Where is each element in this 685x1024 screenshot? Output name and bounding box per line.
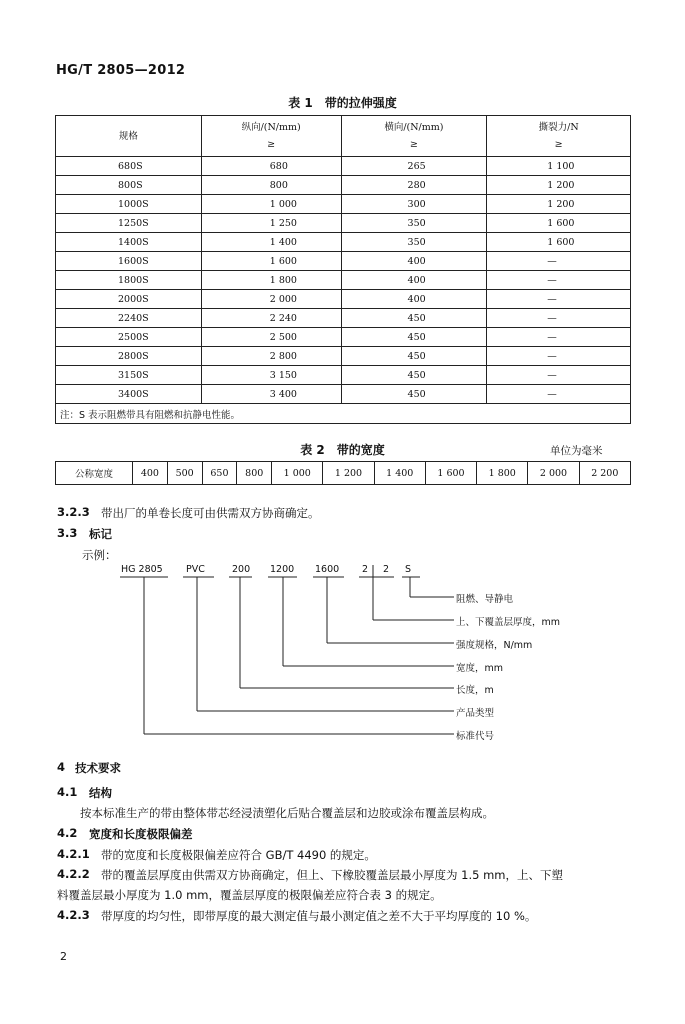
cell-spec: 1250S: [56, 214, 202, 233]
section-4-2-2-text-line1: 带的覆盖层厚度由供需双方协商确定，但上、下橡胶覆盖层最小厚度为 1.5 mm，上、下塑: [101, 868, 564, 882]
mark-part-flame: S: [405, 564, 412, 575]
cell-spec: 3150S: [56, 366, 202, 385]
width-value-cell: 1 000: [272, 462, 323, 485]
cell-longitudinal: 2 240: [201, 309, 341, 328]
cell-transverse: 350: [341, 233, 487, 252]
cell-tear: —: [487, 366, 631, 385]
cell-transverse: 265: [341, 157, 487, 176]
width-value-cell: 400: [133, 462, 168, 485]
mark-label-length: 长度，m: [456, 685, 494, 696]
section-3-3-number: 3.3: [57, 526, 78, 540]
width-value-cell: 650: [202, 462, 237, 485]
cell-longitudinal: 1 250: [201, 214, 341, 233]
width-value-cell: 2 200: [579, 462, 630, 485]
cell-tear: 1 200: [487, 195, 631, 214]
width-value-cell: 1 800: [477, 462, 528, 485]
section-4-1-number: 4.1: [57, 785, 78, 799]
mark-part-length: 200: [232, 564, 251, 575]
cell-transverse: 350: [341, 214, 487, 233]
cell-spec: 2240S: [56, 309, 202, 328]
cell-tear: 1 100: [487, 157, 631, 176]
cell-spec: 1800S: [56, 271, 202, 290]
cell-tear: 1 600: [487, 214, 631, 233]
header-tear-label: 撕裂力/N: [538, 122, 579, 133]
cell-transverse: 450: [341, 366, 487, 385]
mark-label-width: 宽度，mm: [456, 663, 504, 674]
mark-part-strength: 1600: [315, 564, 340, 575]
cell-longitudinal: 3 400: [201, 385, 341, 404]
cell-longitudinal: 1 800: [201, 271, 341, 290]
width-row-label: 公称宽度: [56, 462, 133, 485]
cell-transverse: 450: [341, 385, 487, 404]
cell-tear: —: [487, 252, 631, 271]
cell-transverse: 400: [341, 290, 487, 309]
section-3-2-3-text: 带出厂的单卷长度可由供需双方协商确定。: [101, 506, 320, 520]
width-value-cell: 800: [237, 462, 272, 485]
cell-tear: 1 200: [487, 176, 631, 195]
section-4-2-3-text: 带厚度的均匀性，即带厚度的最大测定值与最小测定值之差不大于平均厚度的 10 %。: [101, 909, 537, 923]
cell-spec: 680S: [56, 157, 202, 176]
cell-transverse: 450: [341, 347, 487, 366]
cell-longitudinal: 2 500: [201, 328, 341, 347]
mark-label-type: 产品类型: [456, 708, 495, 719]
cell-longitudinal: 2 000: [201, 290, 341, 309]
section-4-number: 4: [57, 760, 66, 774]
standard-code: HG/T 2805—2012: [56, 63, 186, 78]
cell-tear: —: [487, 328, 631, 347]
section-4-1-title: 结构: [89, 786, 112, 800]
cell-spec: 2500S: [56, 328, 202, 347]
width-value-cell: 1 200: [323, 462, 374, 485]
cell-tear: —: [487, 309, 631, 328]
section-4-2-3-number: 4.2.3: [57, 908, 90, 922]
mark-part-bottom-cover: 2: [383, 564, 390, 575]
cell-tear: —: [487, 271, 631, 290]
page-number: 2: [60, 950, 67, 963]
cell-tear: 1 600: [487, 233, 631, 252]
cell-longitudinal: 680: [201, 157, 341, 176]
cell-transverse: 450: [341, 309, 487, 328]
example-label: 示例：: [82, 548, 117, 562]
cell-spec: 1000S: [56, 195, 202, 214]
section-3-3-title: 标记: [89, 527, 112, 541]
section-4-2-title: 宽度和长度极限偏差: [89, 827, 193, 841]
section-4-1-text: 按本标准生产的带由整体带芯经浸渍塑化后贴合覆盖层和边胶或涂布覆盖层构成。: [80, 806, 494, 820]
cell-longitudinal: 1 400: [201, 233, 341, 252]
cell-spec: 3400S: [56, 385, 202, 404]
cell-transverse: 400: [341, 252, 487, 271]
section-4-title: 技术要求: [75, 761, 121, 775]
cell-transverse: 400: [341, 271, 487, 290]
section-4-2-1-text: 带的宽度和长度极限偏差应符合 GB/T 4490 的规定。: [101, 848, 376, 862]
mark-part-standard: HG 2805: [121, 564, 163, 575]
table1-caption: 表 1 带的拉伸强度: [288, 96, 397, 110]
mark-part-top-cover: 2: [362, 564, 369, 575]
ge-symbol: ≥: [409, 139, 418, 150]
header-spec: 规格: [56, 116, 202, 157]
cell-longitudinal: 2 800: [201, 347, 341, 366]
mark-part-width: 1200: [270, 564, 295, 575]
mark-label-flame: 阻燃、导静电: [456, 594, 514, 605]
cell-spec: 1600S: [56, 252, 202, 271]
cell-longitudinal: 800: [201, 176, 341, 195]
cell-spec: 2000S: [56, 290, 202, 309]
cell-tear: —: [487, 385, 631, 404]
table2-caption: 表 2 带的宽度: [300, 443, 385, 457]
mark-label-strength: 强度规格，N/mm: [456, 640, 533, 651]
width-value-cell: 500: [167, 462, 202, 485]
section-4-2-number: 4.2: [57, 826, 78, 840]
width-value-cell: 1 600: [425, 462, 476, 485]
header-transverse-label: 横向/(N/mm): [384, 122, 444, 133]
cell-spec: 800S: [56, 176, 202, 195]
section-3-2-3-number: 3.2.3: [57, 505, 90, 519]
mark-label-cover-thickness: 上、下覆盖层厚度，mm: [456, 617, 561, 628]
width-value-cell: 2 000: [528, 462, 579, 485]
width-value-cell: 1 400: [374, 462, 425, 485]
section-4-2-1-number: 4.2.1: [57, 847, 90, 861]
cell-transverse: 300: [341, 195, 487, 214]
header-longitudinal-label: 纵向/(N/mm): [241, 122, 301, 133]
cell-spec: 2800S: [56, 347, 202, 366]
cell-transverse: 280: [341, 176, 487, 195]
cell-spec: 1400S: [56, 233, 202, 252]
section-4-2-2-text-line2: 料覆盖层最小厚度为 1.0 mm，覆盖层厚度的极限偏差应符合表 3 的规定。: [57, 888, 442, 902]
ge-symbol: ≥: [267, 139, 276, 150]
table2-unit: 单位为毫米: [550, 445, 603, 457]
mark-label-standard: 标准代号: [456, 731, 495, 742]
table1-note: 注：S 表示阻燃带具有阻燃和抗静电性能。: [56, 404, 631, 424]
cell-longitudinal: 1 600: [201, 252, 341, 271]
section-4-2-2-number: 4.2.2: [57, 867, 90, 881]
cell-longitudinal: 1 000: [201, 195, 341, 214]
cell-tear: —: [487, 347, 631, 366]
cell-tear: —: [487, 290, 631, 309]
cell-transverse: 450: [341, 328, 487, 347]
ge-symbol: ≥: [554, 139, 563, 150]
mark-part-type: PVC: [186, 564, 205, 575]
cell-longitudinal: 3 150: [201, 366, 341, 385]
